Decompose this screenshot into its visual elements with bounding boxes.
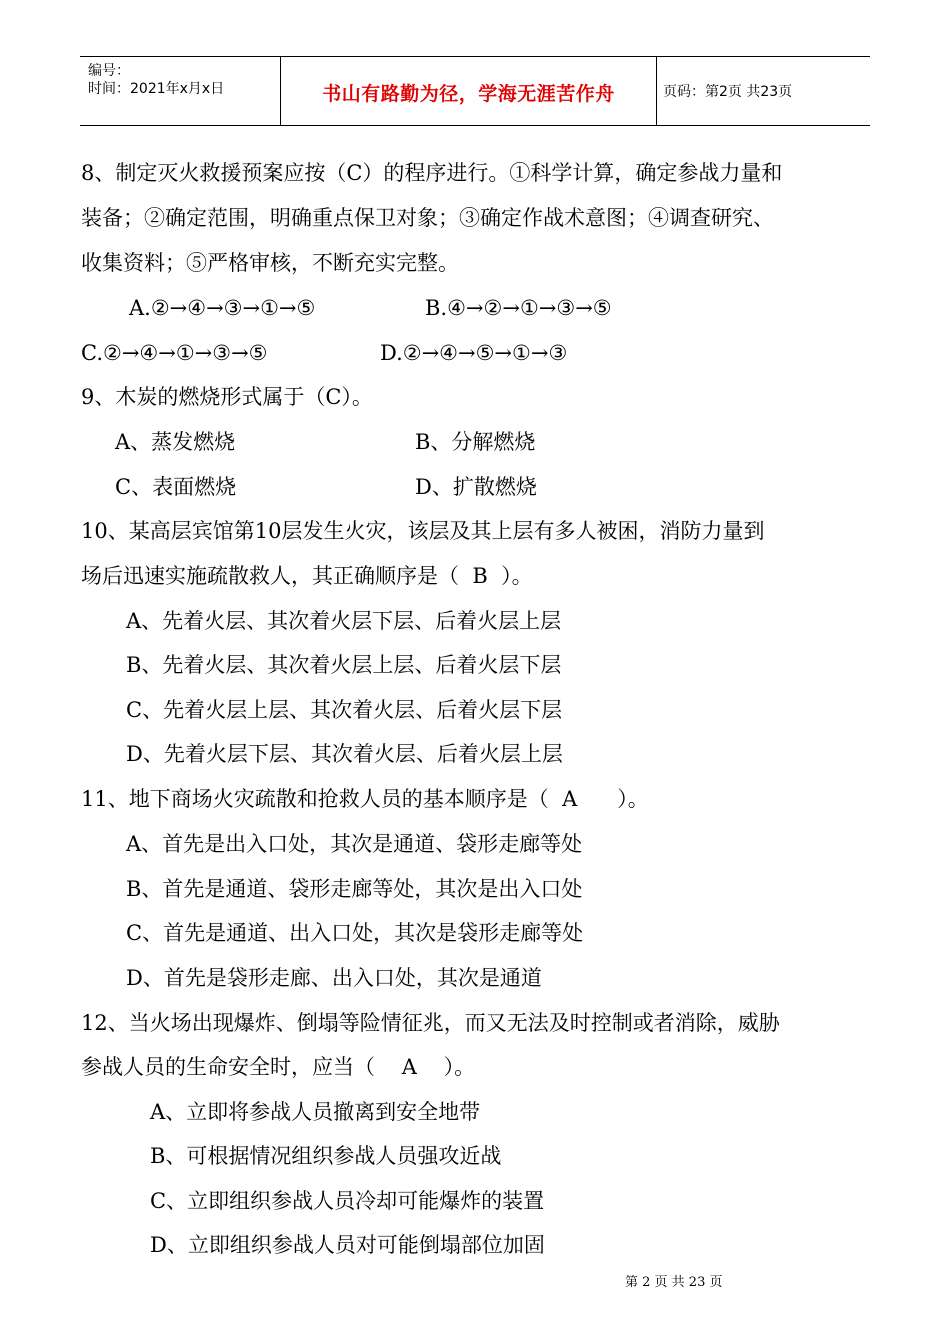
question-9-option-c: C、表面燃烧 — [115, 475, 237, 499]
question-8-option-b: B.④→②→①→③→⑤ — [425, 296, 612, 320]
question-10-option-c: C、先着火层上层、其次着火层、后着火层下层 — [126, 698, 563, 722]
question-8-option-a: A.②→④→③→①→⑤ — [129, 296, 316, 320]
question-8-option-d: D.②→④→⑤→①→③ — [380, 341, 568, 365]
question-12-option-d: D、立即组织参战人员对可能倒塌部位加固 — [150, 1233, 545, 1257]
question-11-option-c: C、首先是通道、出入口处，其次是袋形走廊等处 — [126, 921, 584, 945]
question-12-text: 12、当火场出现爆炸、倒塌等险情征兆，而又无法及时控制或者消除，威胁 — [81, 1011, 780, 1035]
question-12-option-b: B、可根据情况组织参战人员强攻近战 — [150, 1144, 502, 1168]
header-motto-cell — [280, 57, 657, 125]
question-8-text: 8、制定灭火救援预案应按（C）的程序进行。①科学计算，确定参战力量和 — [81, 161, 783, 185]
page-header — [80, 56, 870, 126]
question-10-option-a: A、先着火层、其次着火层下层、后着火层上层 — [126, 609, 562, 633]
question-9-option-a: A、蒸发燃烧 — [115, 430, 236, 454]
question-11-option-b: B、首先是通道、袋形走廊等处，其次是出入口处 — [126, 877, 583, 901]
question-12-option-a: A、立即将参战人员撤离到安全地带 — [150, 1100, 481, 1124]
header-motto: 书山有路勤为径，学海无涯苦作舟 — [322, 83, 615, 105]
question-10-option-b: B、先着火层、其次着火层上层、后着火层下层 — [126, 653, 562, 677]
question-8-option-c: C.②→④→①→③→⑤ — [81, 341, 268, 365]
document-number-label: 编号： — [88, 63, 130, 79]
question-9-option-d: D、扩散燃烧 — [415, 475, 537, 499]
question-10-text: 10、某高层宾馆第10层发生火灾，该层及其上层有多人被困，消防力量到 — [81, 519, 765, 543]
question-11-option-a: A、首先是出入口处，其次是通道、袋形走廊等处 — [126, 832, 583, 856]
question-11-text: 11、地下商场火灾疏散和抢救人员的基本顺序是（ A ）。 — [81, 787, 649, 811]
header-page-info: 页码：第2页 共23页 — [663, 84, 793, 100]
question-8-text: 装备；②确定范围，明确重点保卫对象；③确定作战术意图；④调查研究、 — [81, 206, 774, 230]
page-footer: 第 2 页 共 23 页 — [625, 1275, 723, 1290]
question-9-text: 9、木炭的燃烧形式属于（C）。 — [81, 385, 373, 409]
question-8-text: 收集资料；⑤严格审核，不断充实完整。 — [81, 251, 459, 275]
question-11-option-d: D、首先是袋形走廊、出入口处，其次是通道 — [126, 966, 542, 990]
question-9-option-b: B、分解燃烧 — [415, 430, 536, 454]
question-12-option-c: C、立即组织参战人员冷却可能爆炸的装置 — [150, 1189, 545, 1213]
question-10-option-d: D、先着火层下层、其次着火层、后着火层上层 — [126, 742, 563, 766]
header-meta-cell — [80, 57, 280, 125]
header-page-cell — [655, 57, 870, 125]
question-12-text: 参战人员的生命安全时，应当（ A ）。 — [81, 1055, 476, 1079]
question-10-text: 场后迅速实施疏散救人，其正确顺序是（ B ）。 — [81, 564, 533, 588]
document-date-label: 时间：2021年x月x日 — [88, 81, 225, 97]
